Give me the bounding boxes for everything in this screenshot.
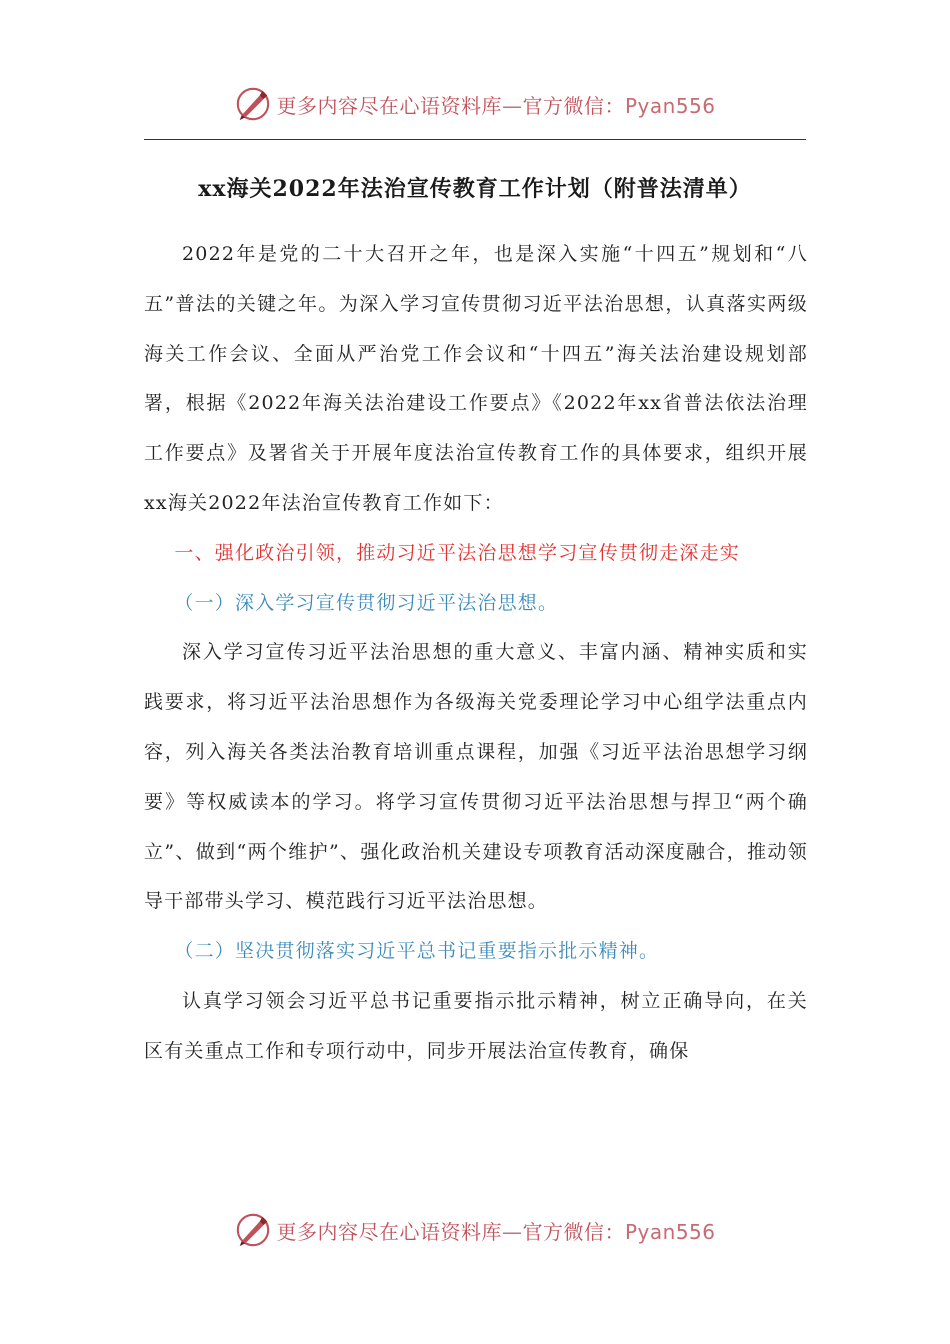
subsection-heading-1: （一）深入学习宣传贯彻习近平法治思想。 [174, 591, 559, 614]
banner-separator: — [501, 93, 523, 118]
banner-promo-text: 更多内容尽在心语资料库 [276, 1219, 502, 1244]
banner-official-label: 官方微信： [522, 93, 625, 118]
subsection-body-2: 认真学习领会习近平总书记重要指示批示精神，树立正确导向，在关区有关重点工作和专项行动中，同步开展法治宣传教育，确保 [144, 989, 808, 1062]
intro-paragraph: 2022年是党的二十大召开之年，也是深入实施“十四五”规划和“八五”普法的关键之年。为深入学习宣传贯彻习近平法治思想，认真落实两级海关工作会议、全面从严治党工作会议和“十四五”海关法治建设规划部署，根据《2022年海关法治建设工作要点》《2022年xx省普法依法治理工作要点》及署省关于开展年度法治宣传教育工作的具体要求，组织开展xx海关2022年法治宣传教育工作如下： [144, 243, 808, 514]
banner-wechat-id: Pyan556 [624, 1219, 716, 1244]
banner-promo-text: 更多内容尽在心语资料库 [276, 93, 502, 118]
banner-official-label: 官方微信： [522, 1219, 625, 1244]
section-heading-1: 一、强化政治引领，推动习近平法治思想学习宣传贯彻走深走实 [174, 541, 740, 564]
subsection-body-1: 深入学习宣传习近平法治思想的重大意义、丰富内涵、精神实质和实践要求，将习近平法治思想作为各级海关党委理论学习中心组学法重点内容，列入海关各类法治教育培训重点课程，加强《习近平法治思想学习纲要》等权威读本的学习。将学习宣传贯彻习近平法治思想与捍卫“两个确立”、做到“两个维护”、强化政治机关建设专项教育活动深度融合，推动领导干部带头学习、模范践行习近平法治思想。 [144, 641, 808, 913]
pen-logo-icon [234, 85, 272, 123]
pen-logo-icon [234, 1211, 272, 1249]
subsection-heading-2: （二）坚决贯彻落实习近平总书记重要指示批示精神。 [174, 940, 660, 963]
banner-text [276, 90, 715, 119]
footer-watermark-banner [0, 1210, 950, 1250]
document-title: xx海关2022年法治宣传教育工作计划（附普法清单） [198, 176, 752, 202]
banner-text [276, 1216, 715, 1245]
banner-separator: — [501, 1219, 523, 1244]
header-watermark-banner [0, 84, 950, 124]
banner-wechat-id: Pyan556 [624, 93, 716, 118]
document-body [144, 230, 808, 1077]
header-rule [144, 139, 806, 140]
